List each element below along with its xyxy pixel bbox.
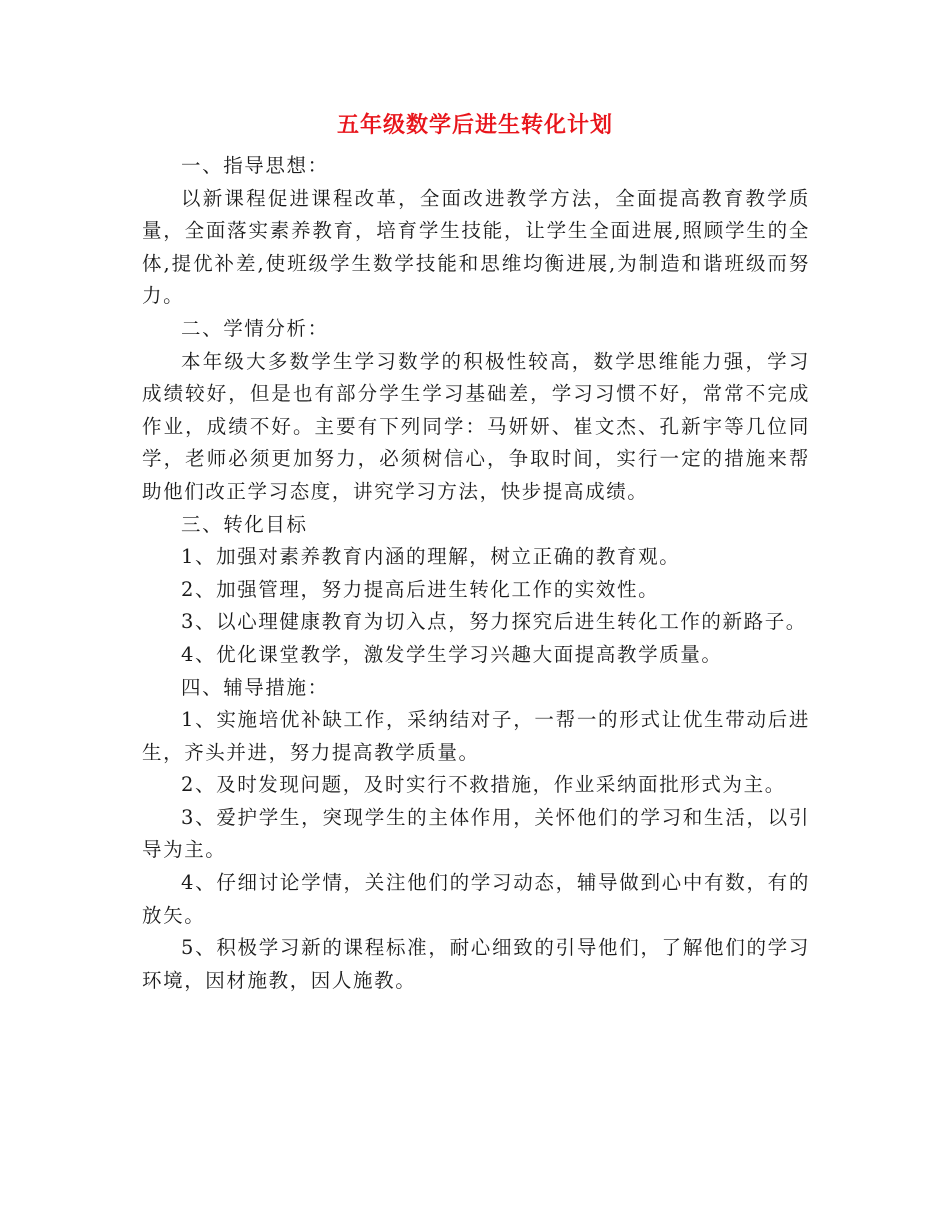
- paragraph-guiding-ideology: 以新课程促进课程改革，全面改进教学方法，全面提高教育教学质量，全面落实素养教育，培育学生技能，让学生全面进展,照顾学生的全体,提优补差,使班级学生数学技能和思维均衡进展,为制造和谐班级而努力。: [142, 186, 810, 308]
- section-heading-measures: 四、辅导措施：: [181, 675, 329, 699]
- list-item-goal-3: 3、以心理健康教育为切入点，努力探究后进生转化工作的新路子。: [181, 610, 807, 634]
- list-item-goal-2: 2、加强管理，努力提高后进生转化工作的实效性。: [181, 577, 660, 601]
- list-item-goal-1: 1、加强对素养教育内涵的理解，树立正确的教育观。: [181, 545, 681, 569]
- list-item-measure-1: 1、实施培优补缺工作，采纳结对子，一帮一的形式让优生带动后进生，齐头并进，努力提高教学质量。: [142, 708, 810, 764]
- document-body: [142, 150, 810, 997]
- list-item-goal-4: 4、优化课堂教学，激发学生学习兴趣大面提高教学质量。: [181, 642, 723, 666]
- section-heading-goals: 三、转化目标: [181, 512, 308, 536]
- list-item-measure-5: 5、积极学习新的课程标准，耐心细致的引导他们，了解他们的学习环境，因材施教，因人施教。: [142, 936, 810, 992]
- document-title: 五年级数学后进生转化计划: [336, 113, 613, 138]
- section-heading-guiding-ideology: 一、指导思想：: [181, 154, 329, 177]
- section-heading-learning-analysis: 二、学情分析：: [181, 316, 329, 340]
- paragraph-learning-analysis: 本年级大多数学生学习数学的积极性较高，数学思维能力强，学习成绩较好，但是也有部分学生学习基础差，学习习惯不好，常常不完成作业，成绩不好。主要有下列同学：马妍妍、崔文杰、孔新宇等几位同学，老师必须更加努力，必须树信心，争取时间，实行一定的措施来帮助他们改正学习态度，讲究学习方法，快步提高成绩。: [142, 349, 810, 503]
- list-item-measure-2: 2、及时发现问题，及时实行不救措施，作业采纳面批形式为主。: [181, 773, 786, 797]
- list-item-measure-4: 4、仔细讨论学情，关注他们的学习动态，辅导做到心中有数，有的放矢。: [142, 871, 810, 927]
- list-item-measure-3: 3、爱护学生，突现学生的主体作用，关怀他们的学习和生活，以引导为主。: [142, 805, 810, 862]
